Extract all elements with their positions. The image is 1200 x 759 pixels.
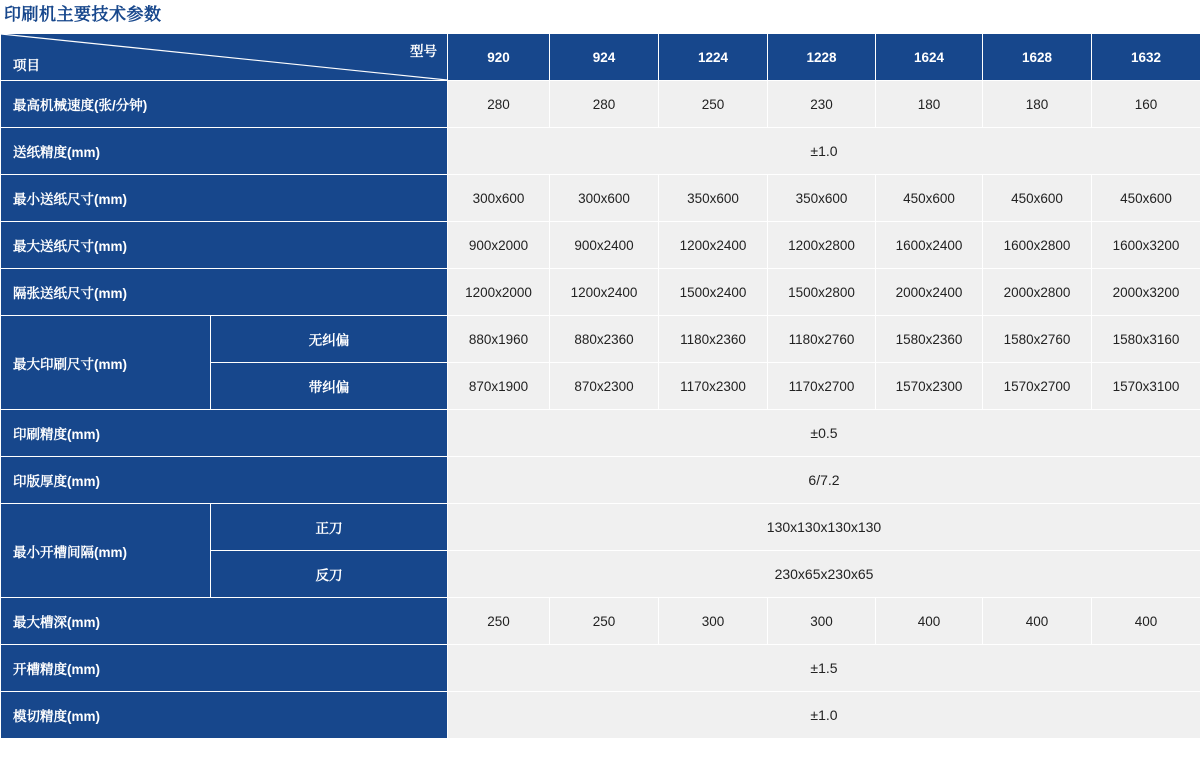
row-label: 隔张送纸尺寸(mm) xyxy=(1,269,448,316)
cell-value: 400 xyxy=(983,598,1092,645)
cell-value: 450x600 xyxy=(983,175,1092,222)
cell-value: 300 xyxy=(768,598,876,645)
cell-value: 1600x2400 xyxy=(876,222,983,269)
cell-value: 1200x2800 xyxy=(768,222,876,269)
cell-value: 1500x2400 xyxy=(659,269,768,316)
row-label: 最小送纸尺寸(mm) xyxy=(1,175,448,222)
table-row xyxy=(1,222,1200,269)
diagonal-divider-icon xyxy=(1,34,447,80)
table-row xyxy=(1,128,1200,175)
table-row xyxy=(1,175,1200,222)
cell-value: 250 xyxy=(448,598,550,645)
cell-value-merged: ±1.5 xyxy=(448,645,1200,692)
table-row xyxy=(1,692,1200,739)
row-sub-label: 无纠偏 xyxy=(211,316,448,363)
cell-value: 1570x2300 xyxy=(876,363,983,410)
cell-value: 350x600 xyxy=(659,175,768,222)
cell-value-merged: 130x130x130x130 xyxy=(448,504,1200,551)
row-sub-label: 带纠偏 xyxy=(211,363,448,410)
cell-value: 1500x2800 xyxy=(768,269,876,316)
model-header-1228: 1228 xyxy=(768,34,876,81)
cell-value: 870x2300 xyxy=(550,363,659,410)
cell-value-merged: ±0.5 xyxy=(448,410,1200,457)
cell-value: 300x600 xyxy=(550,175,659,222)
cell-value: 180 xyxy=(983,81,1092,128)
model-header-1624: 1624 xyxy=(876,34,983,81)
model-header-1632: 1632 xyxy=(1092,34,1200,81)
table-header-row xyxy=(1,34,1200,81)
cell-value: 250 xyxy=(550,598,659,645)
cell-value: 1170x2300 xyxy=(659,363,768,410)
cell-value: 1180x2360 xyxy=(659,316,768,363)
table-row xyxy=(1,269,1200,316)
model-header-924: 924 xyxy=(550,34,659,81)
cell-value: 1570x3100 xyxy=(1092,363,1200,410)
table-row xyxy=(1,504,1200,551)
cell-value: 280 xyxy=(550,81,659,128)
row-label: 开槽精度(mm) xyxy=(1,645,448,692)
row-label: 模切精度(mm) xyxy=(1,692,448,739)
row-label: 最小开槽间隔(mm) xyxy=(1,504,211,598)
cell-value: 300 xyxy=(659,598,768,645)
row-label: 印刷精度(mm) xyxy=(1,410,448,457)
cell-value: 450x600 xyxy=(1092,175,1200,222)
cell-value: 1580x2760 xyxy=(983,316,1092,363)
row-label: 最高机械速度(张/分钟) xyxy=(1,81,448,128)
row-label: 最大送纸尺寸(mm) xyxy=(1,222,448,269)
cell-value: 400 xyxy=(1092,598,1200,645)
printer-spec-table xyxy=(0,33,1200,739)
cell-value: 900x2400 xyxy=(550,222,659,269)
cell-value: 350x600 xyxy=(768,175,876,222)
row-label: 最大印刷尺寸(mm) xyxy=(1,316,211,410)
row-sub-label: 反刀 xyxy=(211,551,448,598)
cell-value-merged: ±1.0 xyxy=(448,128,1200,175)
cell-value: 450x600 xyxy=(876,175,983,222)
row-label: 印版厚度(mm) xyxy=(1,457,448,504)
cell-value: 1600x3200 xyxy=(1092,222,1200,269)
cell-value: 2000x3200 xyxy=(1092,269,1200,316)
cell-value-merged: 6/7.2 xyxy=(448,457,1200,504)
cell-value: 1600x2800 xyxy=(983,222,1092,269)
corner-row-label: 项目 xyxy=(13,58,40,73)
corner-header-cell xyxy=(1,34,448,81)
table-row xyxy=(1,598,1200,645)
table-row xyxy=(1,316,1200,363)
cell-value: 2000x2400 xyxy=(876,269,983,316)
page-title: 印刷机主要技术参数 xyxy=(4,5,162,24)
cell-value: 1180x2760 xyxy=(768,316,876,363)
cell-value: 870x1900 xyxy=(448,363,550,410)
cell-value: 1170x2700 xyxy=(768,363,876,410)
table-row xyxy=(1,410,1200,457)
model-header-920: 920 xyxy=(448,34,550,81)
cell-value: 400 xyxy=(876,598,983,645)
cell-value: 880x1960 xyxy=(448,316,550,363)
cell-value-merged: ±1.0 xyxy=(448,692,1200,739)
cell-value: 2000x2800 xyxy=(983,269,1092,316)
cell-value: 1200x2400 xyxy=(659,222,768,269)
cell-value: 280 xyxy=(448,81,550,128)
cell-value: 160 xyxy=(1092,81,1200,128)
row-label: 送纸精度(mm) xyxy=(1,128,448,175)
row-label: 最大槽深(mm) xyxy=(1,598,448,645)
cell-value-merged: 230x65x230x65 xyxy=(448,551,1200,598)
model-header-1628: 1628 xyxy=(983,34,1092,81)
table-row xyxy=(1,457,1200,504)
cell-value: 1570x2700 xyxy=(983,363,1092,410)
cell-value: 1580x3160 xyxy=(1092,316,1200,363)
corner-col-label: 型号 xyxy=(410,44,437,59)
cell-value: 180 xyxy=(876,81,983,128)
cell-value: 300x600 xyxy=(448,175,550,222)
model-header-1224: 1224 xyxy=(659,34,768,81)
table-row xyxy=(1,81,1200,128)
cell-value: 1580x2360 xyxy=(876,316,983,363)
cell-value: 250 xyxy=(659,81,768,128)
table-row xyxy=(1,645,1200,692)
cell-value: 900x2000 xyxy=(448,222,550,269)
cell-value: 880x2360 xyxy=(550,316,659,363)
cell-value: 1200x2400 xyxy=(550,269,659,316)
row-sub-label: 正刀 xyxy=(211,504,448,551)
cell-value: 1200x2000 xyxy=(448,269,550,316)
cell-value: 230 xyxy=(768,81,876,128)
